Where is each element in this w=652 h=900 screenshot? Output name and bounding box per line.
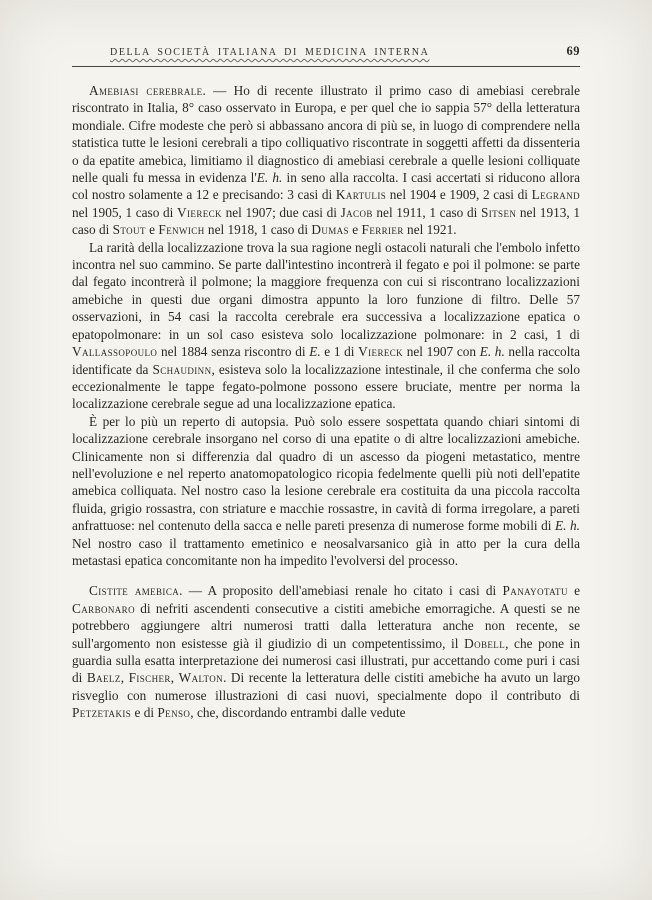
smallcaps-name: Fenwich [158,222,205,238]
article-body [72,82,580,722]
paragraph [72,239,580,413]
body-text: e di [131,705,158,721]
body-text: La rarità della localizzazione trova la sua ragione negli ostacoli naturali che l'embolo infetto incontra nel suo cammino. Se parte dall'intestino incontrerà il fegato e poi il polmone: se parte dal fegato incontrerà il polmone; la maggiore frequenza con cui si riscontrano localizzazioni amebiche in questi due organi dimostra appunto la loro funzione di filtro. Delle 57 osservazioni, in 54 casi la raccolta cerebrale era successiva a localizzazione epatica o epatopolmonare: in un sol caso esisteva solo localizzazione polmonare: in 2 casi, 1 di [72,239,580,342]
smallcaps-name: Dobell [464,635,506,651]
body-text: di nefriti ascendenti consecutive a cistiti amebiche emorragiche. A questi se ne potrebbero aggiungere altri numerosi tratti dalla letteratura anche non recente, se sull'argomento non esistesse già il giudizio di un competentissimo, il [72,600,580,651]
italic-term: E. h. [479,344,505,360]
smallcaps-name: Baelz [86,670,121,686]
page-number: 69 [566,44,580,58]
body-text: nel 1907; due casi di [221,204,341,220]
body-text: nel 1913, 1 caso di [72,204,581,238]
paragraph [72,82,580,239]
body-text: nel 1907 con [403,344,480,360]
body-text: nel 1905, 1 caso di [72,204,178,220]
header-rule [72,66,580,67]
smallcaps-name: Sitsen [480,204,517,220]
body-text: , [120,670,129,686]
smallcaps-name: Dumas [311,222,349,238]
body-text: . Di recente la letteratura delle cistiti amebiche ha avuto un largo risveglio con numerose illustrazioni di casi nuovi, specialmente dopo il contributo di [72,670,580,703]
italic-term: E. h. [555,518,580,534]
paragraph [72,413,580,570]
smallcaps-name: Jacob [340,204,373,220]
paragraph [72,582,580,721]
smallcaps-name: Carbonaro [72,600,135,616]
smallcaps-name: Cistite amebica [89,583,180,599]
smallcaps-name: Viereck [358,344,404,360]
journal-title: DELLA SOCIETÀ ITALIANA DI MEDICINA INTERNA [110,47,430,58]
body-text: e [348,222,362,238]
body-text: , che pone in guardia sulla esatta interpretazione dei numerosi casi illustrati, pur accettando come puri i casi di [72,635,580,686]
body-text: nel 1911, 1 caso di [372,204,481,220]
body-text: . — Ho di recente illustrato il primo caso di amebiasi cerebrale riscontrato in Italia, 8° caso osservato in Europa, e per quel che io sappia 57° della letteratura mondiale. Cifre modeste che però si abbassano ancora di più se, in luogo di comprendere nella statistica tutte le lesioni cerebrali a tipo colliquativo riscontrate in soggetti affetti da dissenteria o da epatite amebica, limitiamo il diagnostico di amebiasi cerebrale a quelle lesioni colliquate nelle quali fu messa in evidenza l' [72,83,580,186]
italic-term: E. h. [256,170,283,186]
body-text: nel 1904 e 1909, 2 casi di [386,187,532,203]
body-text: È per lo più un reperto di autopsia. Può solo essere sospettata quando chiari sintomi di localizzazione cerebrale insorgano nel corso di una epatite o di altre localizzazioni amebiche. Clinicamente non si differenzia dal quadro di un ascesso da piogeni metastatico, mentre nell'evoluzione e nel reperto anatomopatologico ricopia fedelmente quelli più noti dell'epatite amebica colliquata. Nel nostro caso la lesione cerebrale era costituita da una piccola raccolta fluida, grigio rossastra, con striature e macchie rossastre, in cavità di forma irregolare, a pareti anfrattuose: nel contenuto della sacca e nelle pareti presenza di numerose forme mobili di [72,413,580,534]
page-header [72,44,580,59]
body-text: in seno alla raccolta. I casi accertati si riducono allora col nostro solamente a 12 e precisando: 3 casi di [72,170,581,203]
body-text: e 1 di [320,344,359,360]
smallcaps-name: Walton [178,670,224,686]
body-text: e [567,583,580,599]
smallcaps-name: Schaudinn [152,361,212,377]
body-text: . — A proposito dell'amebiasi renale ho citato i casi di [179,583,503,599]
body-text: nella raccolta identificate da [72,344,580,377]
smallcaps-name: Amebiasi cerebrale [89,83,203,98]
smallcaps-name: Panayotatu [502,583,568,599]
italic-term: E. [309,344,321,360]
smallcaps-name: Kartulis [335,187,387,203]
smallcaps-name: Stout [112,222,146,238]
smallcaps-name: Penso [157,705,191,721]
smallcaps-name: Viereck [177,204,222,220]
smallcaps-name: Petzetakis [72,705,132,721]
smallcaps-name: Fischer [128,670,171,686]
smallcaps-name: Ferrier [361,222,404,238]
body-text: nel 1884 senza riscontro di [157,344,310,360]
body-text: , che, discordando entrambi dalle vedute [190,705,406,721]
body-text: e [145,222,159,238]
body-text: Nel nostro caso il trattamento emetinico e neosalvarsanico già in atto per la cura della metastasi epatica concomitante non ha impedito l'evolversi del processo. [72,535,580,568]
smallcaps-name: Legrand [531,187,580,203]
body-text: , esisteva solo la localizzazione intestinale, il che conferma che solo eccezionalmente le tappe fegato-polmone possono essere bruciate, mentre per norma la localizzazione cerebrale segue ad una localizzazione epatica. [72,361,580,412]
smallcaps-name: Vallassopoulo [72,344,158,360]
body-text: nel 1921. [403,222,457,238]
body-text: nel 1918, 1 caso di [204,222,312,238]
body-text: , [170,670,179,686]
